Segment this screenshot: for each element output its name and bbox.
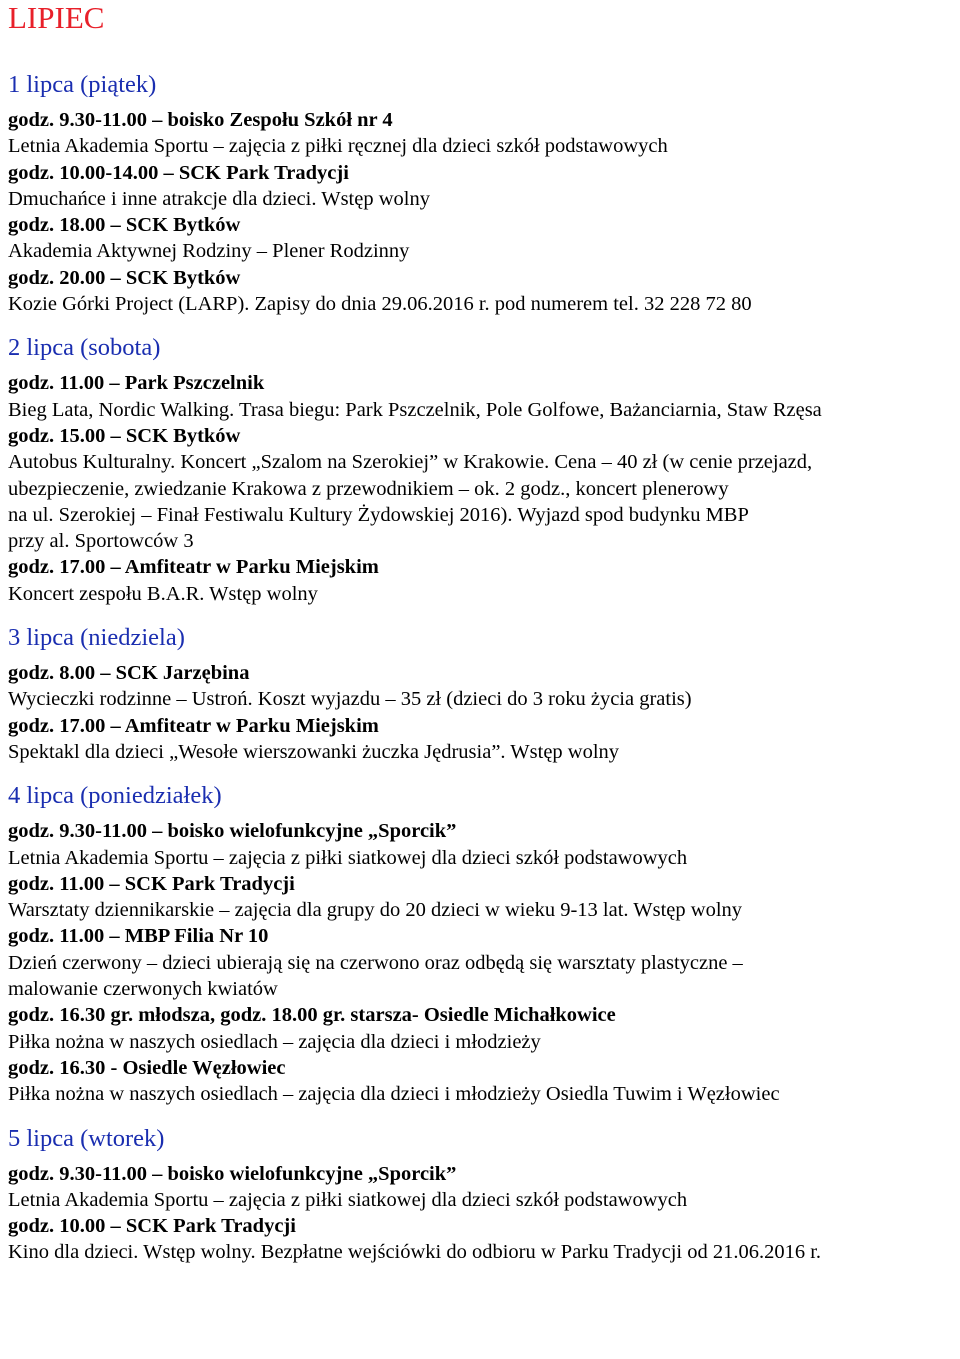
day-heading: 1 lipca (piątek) <box>8 71 157 98</box>
day-section <box>8 333 956 607</box>
event-description: Akademia Aktywnej Rodziny – Plener Rodzinny <box>8 240 410 263</box>
event-item <box>8 423 956 554</box>
event-description: malowanie czerwonych kwiatów <box>8 978 278 1001</box>
event-description: Dmuchańce i inne atrakcje dla dzieci. Wstęp wolny <box>8 187 430 210</box>
day-heading: 3 lipca (niedziela) <box>8 624 185 652</box>
event-time-location: godz. 17.00 – Amfiteatr w Parku Miejskim <box>8 556 379 579</box>
event-item <box>8 1213 956 1266</box>
event-time-location: godz. 11.00 – SCK Park Tradycji <box>8 872 295 895</box>
event-time-location: godz. 9.30-11.00 – boisko wielofunkcyjne „Sporcik” <box>8 1162 457 1185</box>
event-time-location: godz. 20.00 – SCK Bytków <box>8 266 241 289</box>
event-description: Autobus Kulturalny. Koncert „Szalom na Szerokiej” w Krakowie. Cena – 40 zł (w cenie przejazd, <box>8 451 813 474</box>
day-heading: 2 lipca (sobota) <box>8 334 161 362</box>
event-item <box>8 370 956 423</box>
event-time-location: godz. 18.00 – SCK Bytków <box>8 214 241 237</box>
event-time-location: godz. 10.00-14.00 – SCK Park Tradycji <box>8 161 349 184</box>
event-item <box>8 660 956 713</box>
event-time-location: godz. 16.30 - Osiedle Węzłowiec <box>8 1056 286 1079</box>
event-item <box>8 818 956 871</box>
month-title: LIPIEC <box>8 0 105 35</box>
event-time-location: godz. 17.00 – Amfiteatr w Parku Miejskim <box>8 714 379 737</box>
event-item <box>8 212 956 265</box>
event-item <box>8 1055 956 1108</box>
event-time-location: godz. 11.00 – Park Pszczelnik <box>8 372 265 395</box>
event-description: Koncert zespołu B.A.R. Wstęp wolny <box>8 582 318 605</box>
event-item <box>8 871 956 924</box>
event-description: ubezpieczenie, zwiedzanie Krakowa z przewodnikiem – ok. 2 godz., koncert plenerowy <box>8 477 729 500</box>
event-description: przy al. Sportowców 3 <box>8 530 194 553</box>
event-description: Piłka nożna w naszych osiedlach – zajęcia dla dzieci i młodzieży <box>8 1030 541 1053</box>
event-description: Kino dla dzieci. Wstęp wolny. Bezpłatne wejściówki do odbioru w Parku Tradycji od 21.06.2016 r. <box>8 1241 822 1264</box>
day-heading: 4 lipca (poniedziałek) <box>8 782 222 810</box>
event-description: Piłka nożna w naszych osiedlach – zajęcia dla dzieci i młodzieży Osiedla Tuwim i Węzłowiec <box>8 1083 780 1106</box>
event-description: Warsztaty dziennikarskie – zajęcia dla grupy do 20 dzieci w wieku 9-13 lat. Wstęp wolny <box>8 899 743 922</box>
day-section <box>8 623 956 765</box>
event-time-location: godz. 8.00 – SCK Jarzębina <box>8 662 250 685</box>
event-time-location: godz. 10.00 – SCK Park Tradycji <box>8 1215 296 1238</box>
day-section <box>8 1124 956 1266</box>
event-description: na ul. Szerokiej – Finał Festiwalu Kultury Żydowskiej 2016). Wyjazd spod budynku MBP <box>8 503 749 526</box>
event-time-location: godz. 9.30-11.00 – boisko Zespołu Szkół nr 4 <box>8 109 393 131</box>
event-item <box>8 160 956 213</box>
day-section <box>8 70 956 317</box>
event-item <box>8 1002 956 1055</box>
event-time-location: godz. 15.00 – SCK Bytków <box>8 424 241 447</box>
event-item <box>8 265 956 318</box>
event-description: Dzień czerwony – dzieci ubierają się na czerwono oraz odbędą się warsztaty plastyczne – <box>8 951 743 974</box>
event-description: Letnia Akademia Sportu – zajęcia z piłki siatkowej dla dzieci szkół podstawowych <box>8 846 688 869</box>
event-item <box>8 554 956 607</box>
event-time-location: godz. 9.30-11.00 – boisko wielofunkcyjne „Sporcik” <box>8 820 457 843</box>
event-item <box>8 1161 956 1214</box>
event-description: Kozie Górki Project (LARP). Zapisy do dnia 29.06.2016 r. pod numerem tel. 32 228 72 80 <box>8 293 752 316</box>
event-description: Spektakl dla dzieci „Wesołe wierszowanki żuczka Jędrusia”. Wstęp wolny <box>8 740 620 763</box>
event-item <box>8 107 956 160</box>
event-description: Wycieczki rodzinne – Ustroń. Koszt wyjazdu – 35 zł (dzieci do 3 roku życia gratis) <box>8 688 692 711</box>
event-time-location: godz. 16.30 gr. młodsza, godz. 18.00 gr. starsza- Osiedle Michałkowice <box>8 1004 616 1027</box>
event-item <box>8 923 956 1002</box>
day-list <box>8 70 956 1266</box>
day-section <box>8 781 956 1107</box>
event-item <box>8 713 956 766</box>
event-time-location: godz. 11.00 – MBP Filia Nr 10 <box>8 925 269 948</box>
event-description: Bieg Lata, Nordic Walking. Trasa biegu: Park Pszczelnik, Pole Golfowe, Bażanciarnia, Staw Rzęsa <box>8 398 822 421</box>
event-description: Letnia Akademia Sportu – zajęcia z piłki siatkowej dla dzieci szkół podstawowych <box>8 1188 688 1211</box>
event-description: Letnia Akademia Sportu – zajęcia z piłki ręcznej dla dzieci szkół podstawowych <box>8 135 668 158</box>
day-heading: 5 lipca (wtorek) <box>8 1124 165 1152</box>
document-page <box>8 0 956 1266</box>
